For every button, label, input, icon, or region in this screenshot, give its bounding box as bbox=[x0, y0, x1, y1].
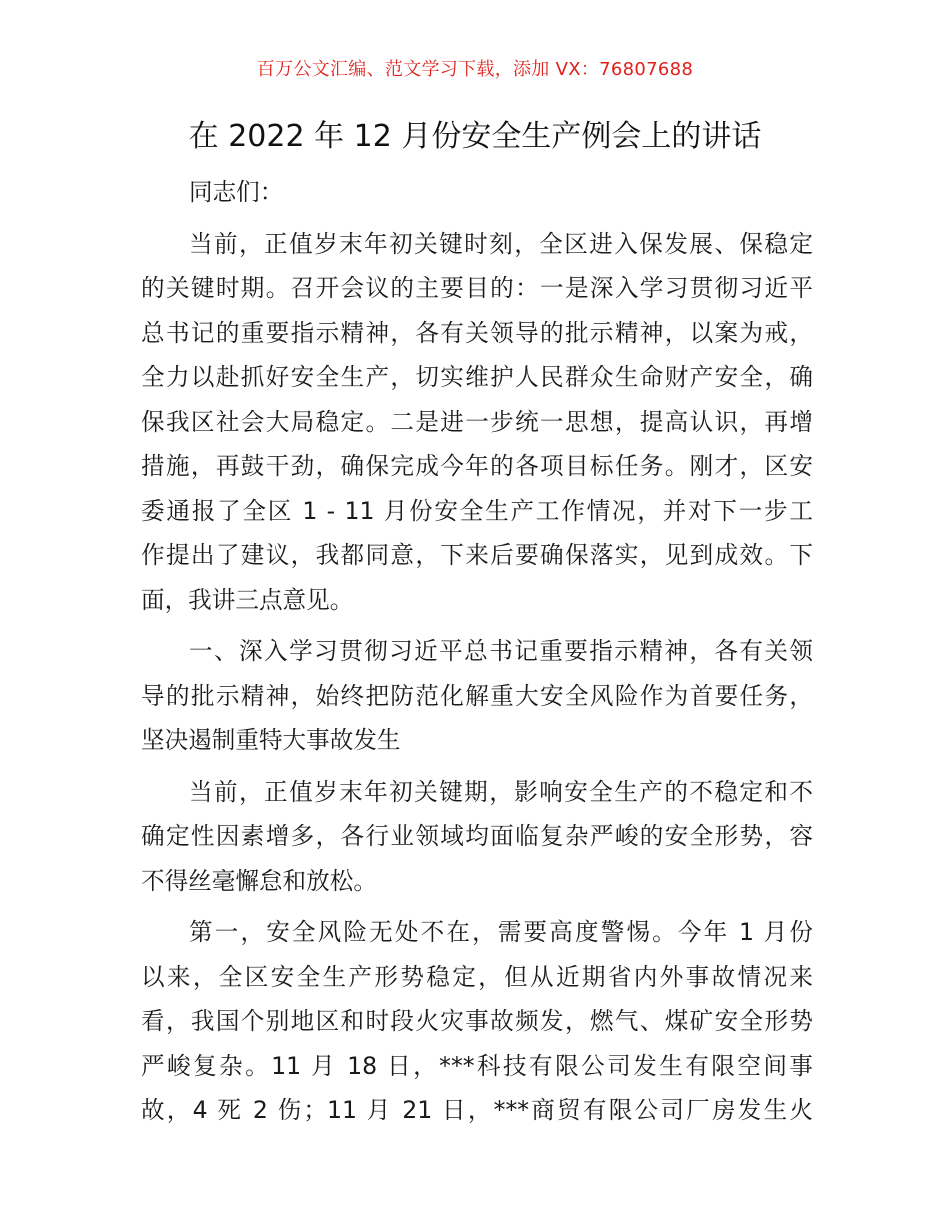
paragraph-line: 严峻复杂。11 月 18 日，***科技有限公司发生有限空间事 bbox=[141, 1051, 813, 1080]
paragraph-line: 作提出了建议，我都同意，下来后要确保落实，见到成效。下 bbox=[141, 541, 813, 569]
paragraph-line: 保我区社会大局稳定。二是进一步统一思想，提高认识，再增 bbox=[141, 407, 813, 436]
paragraph-line: 的关键时期。召开会议的主要目的：一是深入学习贯彻习近平 bbox=[141, 274, 813, 302]
paragraph-line: 当前，正值岁末年初关键时刻，全区进入保发展、保稳定 bbox=[189, 229, 813, 258]
paragraph-line: 当前，正值岁末年初关键期，影响安全生产的不稳定和不 bbox=[189, 777, 813, 806]
watermark-header: 百万公文汇编、范文学习下载，添加 VX：76807688 bbox=[256, 59, 694, 80]
paragraph-line: 看，我国个别地区和时段火灾事故频发，燃气、煤矿安全形势 bbox=[141, 1007, 813, 1035]
paragraph-line: 一、深入学习贯彻习近平总书记重要指示精神，各有关领 bbox=[189, 637, 813, 665]
paragraph-line: 故，4 死 2 伤；11 月 21 日，***商贸有限公司厂房发生火 bbox=[141, 1096, 813, 1124]
paragraph-line: 措施，再鼓干劲，确保完成今年的各项目标任务。刚才，区安 bbox=[141, 452, 813, 480]
paragraph-line: 总书记的重要指示精神，各有关领导的批示精神，以案为戒， bbox=[141, 318, 813, 347]
paragraph-line: 不得丝毫懈怠和放松。 bbox=[141, 866, 377, 895]
paragraph-line: 坚决遏制重特大事故发生 bbox=[141, 726, 401, 754]
paragraph-line: 委通报了全区 1 - 11 月份安全生产工作情况，并对下一步工 bbox=[141, 496, 813, 525]
paragraph-line: 以来，全区安全生产形势稳定，但从近期省内外事故情况来 bbox=[141, 962, 813, 991]
section-heading-1 bbox=[141, 629, 813, 763]
paragraph-line: 第一，安全风险无处不在，需要高度警惕。今年 1 月份 bbox=[189, 918, 813, 946]
document-body bbox=[141, 170, 813, 1140]
paragraph-line: 面，我讲三点意见。 bbox=[141, 585, 354, 614]
paragraph-4 bbox=[141, 910, 813, 1133]
page-title: 在 2022 年 12 月份安全生产例会上的讲话 bbox=[188, 119, 762, 154]
paragraph-line: 确定性因素增多，各行业领域均面临复杂严峻的安全形势，容 bbox=[141, 822, 813, 850]
paragraph-line: 导的批示精神，始终把防范化解重大安全风险作为首要任务， bbox=[141, 681, 813, 710]
paragraph-3 bbox=[141, 770, 813, 904]
salutation: 同志们： bbox=[189, 178, 284, 206]
paragraph-line: 全力以赴抓好安全生产，切实维护人民群众生命财产安全，确 bbox=[141, 363, 813, 391]
paragraph-1 bbox=[141, 222, 813, 623]
